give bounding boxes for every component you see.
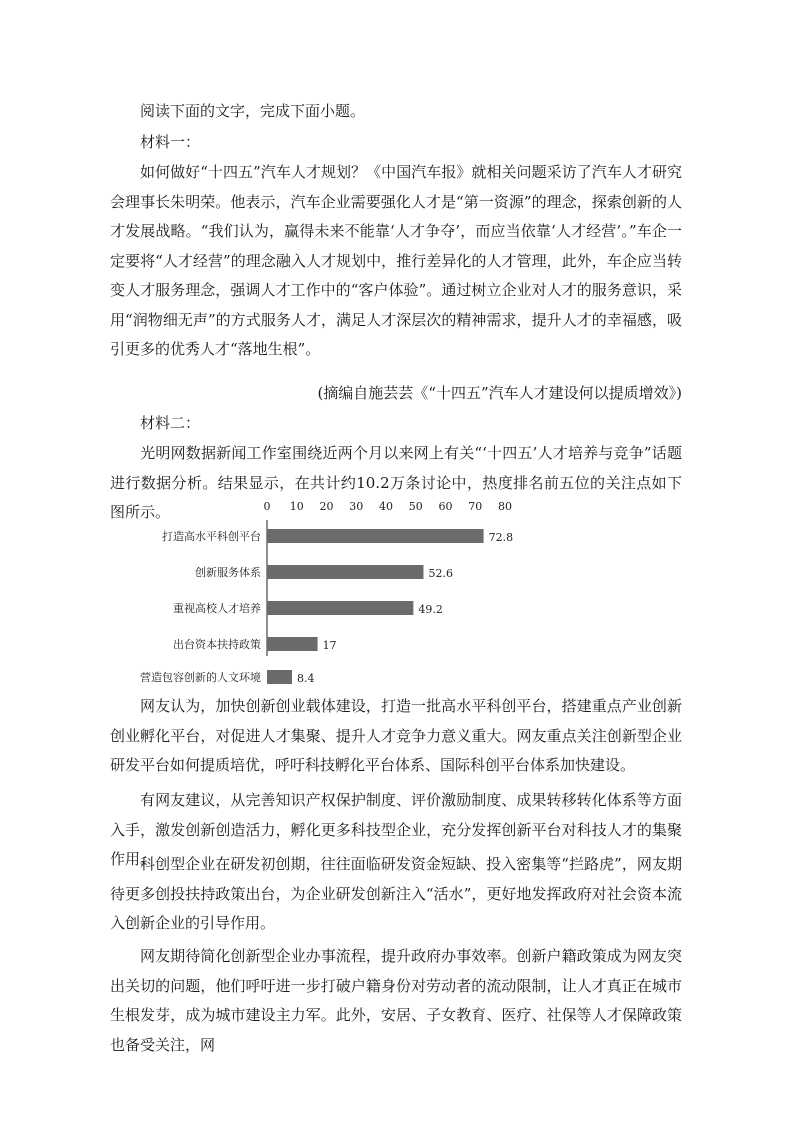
x-tick-label: 30 xyxy=(349,500,364,513)
bar xyxy=(267,529,484,543)
category-label: 营造包容创新的人文环境 xyxy=(140,671,261,684)
material2-heading: 材料二： xyxy=(140,414,201,432)
material1-text: 如何做好“十四五”汽车人才规划？《中国汽车报》就相关问题采访了汽车人才研究会理事长朱明荣。他表示，汽车企业需要强化人才是“第一资源”的理念，探索创新的人才发展战略。“我们认为，赢得未来不能靠‘人才争夺’，而应当依靠‘人才经营’。”车企一定要将“人才经营”的理念融入人才规划中，推行差异化的人才管理，此外，车企应当转变人才服务理念，强调人才工作中的“客户体验”。通过树立企业对人才的服务意识，采用“润物细无声”的方式服务人才，满足人才深层次的精神需求，提升人才的幸福感，吸引更多的优秀人才“落地生根”。 xyxy=(110,163,682,358)
x-tick-label: 0 xyxy=(263,500,271,513)
value-label: 72.8 xyxy=(488,531,514,544)
material1-heading: 材料一： xyxy=(140,133,201,151)
material1-paragraph xyxy=(110,158,682,365)
material2-paragraph-4 xyxy=(110,942,682,1060)
x-tick-label: 20 xyxy=(319,500,334,513)
value-label: 52.6 xyxy=(428,567,453,580)
paragraph-text: 科创型企业在研发初创期，往往面临研发资金短缺、投入密集等“拦路虎”，网友期待更多创投扶持政策出台，为企业研发创新注入“活水”，更好地发挥政府对社会资本流入创新企业的引导作用。 xyxy=(110,855,682,932)
value-label: 49.2 xyxy=(418,603,443,616)
category-label: 打造高水平科创平台 xyxy=(162,530,261,543)
bar xyxy=(267,637,318,651)
material2-paragraph-3 xyxy=(110,850,682,939)
paragraph-text: 有网友建议，从完善知识产权保护制度、评价激励制度、成果转移转化体系等方面入手，激发创新创造活力，孵化更多科技型企业，充分发挥创新平台对科技人才的集聚作用。 xyxy=(110,791,682,868)
category-label: 出台资本扶持政策 xyxy=(173,638,261,651)
x-tick-label: 70 xyxy=(468,500,483,513)
x-tick-label: 40 xyxy=(379,500,393,513)
bar xyxy=(267,565,423,579)
bar xyxy=(267,601,413,615)
bar xyxy=(267,670,292,684)
x-tick-label: 80 xyxy=(498,500,512,513)
material2-intro-text: 光明网数据新闻工作室围绕近两个月以来网上有关“‘十四五’人才培养与竞争”话题进行数据分析。结果显示，在共计约10.2万条讨论中，热度排名前五位的关注点如下图所示。 xyxy=(110,444,682,521)
value-label: 17 xyxy=(322,639,337,652)
paragraph-text: 网友期待简化创新型企业办事流程，提升政府办事效率。创新户籍政策成为网友突出关切的问题，他们呼吁进一步打破户籍身份对劳动者的流动限制，让人才真正在城市生根发芽，成为城市建设主力军。此外，安居、子女教育、医疗、社保等人才保障政策也备受关注，网 xyxy=(110,947,682,1054)
hot-topics-bar-chart xyxy=(115,496,535,694)
x-tick-label: 10 xyxy=(289,500,304,513)
x-tick-label: 60 xyxy=(438,500,453,513)
material2-paragraph-1 xyxy=(110,692,682,781)
x-tick-label: 50 xyxy=(408,500,423,513)
instruction-text: 阅读下面的文字，完成下面小题。 xyxy=(140,102,366,120)
paragraph-text: 网友认为，加快创新创业载体建设，打造一批高水平科创平台，搭建重点产业创新创业孵化平台，对促进人才集聚、提升人才竞争力意义重大。网友重点关注创新型企业研发平台如何提质培优，呼吁科技孵化平台体系、国际科创平台体系加快建设。 xyxy=(110,697,682,774)
category-label: 创新服务体系 xyxy=(195,566,261,579)
material1-source: (摘编自施芸芸《“十四五”汽车人才建设何以提质增效》) xyxy=(317,384,682,402)
category-label: 重视高校人才培养 xyxy=(173,602,261,615)
value-label: 8.4 xyxy=(296,672,315,685)
